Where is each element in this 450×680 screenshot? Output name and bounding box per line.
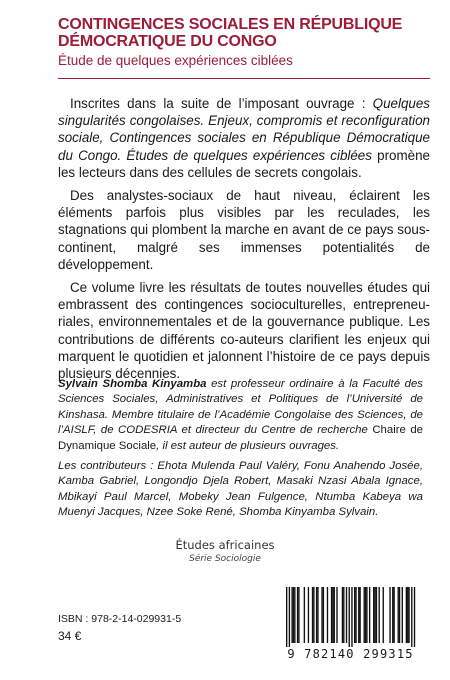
barcode-bar bbox=[402, 587, 403, 643]
barcode-bar bbox=[331, 587, 332, 643]
series-name: Série Sociologie bbox=[189, 554, 261, 564]
barcode-bar bbox=[327, 587, 328, 643]
barcode-bar bbox=[332, 587, 333, 643]
barcode-bar bbox=[355, 587, 356, 643]
barcode-bar bbox=[298, 587, 299, 643]
barcode-bar bbox=[383, 587, 384, 643]
barcode bbox=[279, 585, 422, 667]
barcode-bar bbox=[317, 587, 318, 643]
collection-info bbox=[0, 538, 450, 564]
isbn-text: ISBN : 978-2-14-029931-5 bbox=[58, 613, 182, 625]
barcode-bars bbox=[283, 587, 418, 647]
barcode-bar bbox=[294, 587, 295, 643]
barcode-bar bbox=[414, 587, 415, 647]
barcode-bar bbox=[359, 587, 360, 643]
title-divider bbox=[58, 78, 430, 79]
title-line-1: CONTINGENCES SOCIALES EN RÉPUBLIQUE bbox=[58, 16, 403, 33]
barcode-bar bbox=[343, 587, 344, 643]
author-name: Sylvain Shomba Kinyamba bbox=[58, 378, 207, 390]
barcode-bar bbox=[411, 587, 412, 647]
back-cover-blurb bbox=[58, 95, 430, 388]
barcode-bar bbox=[399, 587, 400, 643]
barcode-bar bbox=[304, 587, 305, 643]
barcode-bar bbox=[323, 587, 324, 643]
barcode-digits: 9 782140 299315 bbox=[287, 647, 414, 661]
author-bio-text: est professeur ordinaire à la Faculté des Sciences Sociales, Administratives et Politiques de l’Université de Kinshasa. Membre titulaire de l’Académie Congolaise des Sciences, de l’AISLF, de CODESRIA et directeur du Centre de recherche bbox=[58, 378, 424, 437]
blurb-p1-end: promène les lecteurs dans des cellules de secrets congolais. bbox=[58, 147, 430, 180]
barcode-bar bbox=[408, 587, 409, 643]
barcode-bar bbox=[321, 587, 322, 643]
barcode-bar bbox=[313, 587, 314, 643]
author-research-center: Chaire de Dynamique Sociale bbox=[58, 424, 423, 452]
barcode-bar bbox=[369, 587, 370, 643]
author-bio bbox=[58, 377, 423, 454]
barcode-bar bbox=[336, 587, 337, 643]
barcode-bar bbox=[364, 587, 365, 643]
contributors-list bbox=[58, 459, 423, 521]
author-section bbox=[58, 377, 423, 526]
book-title bbox=[58, 16, 438, 50]
blurb-paragraph-1 bbox=[58, 95, 430, 181]
blurb-paragraph-3: Ce volume livre les résultats de toutes nouvelles études qui embrassent des contingences socioculturelles, entrepreneuriales, environnementales et de la gouvernance publique. Les contributions de différents co-auteurs clarifient les enjeux qui marquent le quotidien et jalonnent l’histoire de ce pays depuis plusieurs décennies. bbox=[58, 280, 430, 382]
barcode-bar bbox=[291, 587, 292, 643]
barcode-bar bbox=[365, 587, 366, 643]
barcode-bar bbox=[398, 587, 399, 643]
barcode-bar bbox=[346, 587, 347, 643]
barcode-bar bbox=[366, 587, 367, 643]
barcode-bar bbox=[316, 587, 317, 643]
barcode-bar bbox=[334, 587, 335, 643]
barcode-bar bbox=[406, 587, 407, 643]
barcode-bar bbox=[392, 587, 393, 643]
barcode-bar bbox=[393, 587, 394, 643]
barcode-bar bbox=[308, 587, 309, 643]
barcode-bar bbox=[389, 587, 390, 643]
barcode-bar bbox=[351, 587, 352, 647]
collection-name: Études africaines bbox=[175, 538, 275, 552]
barcode-bar bbox=[407, 587, 408, 643]
barcode-bar bbox=[373, 587, 374, 643]
barcode-bar bbox=[358, 587, 359, 643]
barcode-bar bbox=[286, 587, 287, 647]
blurb-paragraph-2: Des analystes-sociaux de haut niveau, éclairent les éléments parfois plus visibles par les reculades, les stagnations qui plombent la marche en avant de ce pays sous-continent, malgré ses immenses potentialités de développement. bbox=[58, 188, 430, 272]
barcode-bar bbox=[374, 587, 375, 643]
barcode-bar bbox=[312, 587, 313, 643]
blurb-p1-titles: Quelques singularités congolaises. Enjeux, compromis et reconfiguration sociale, Contingences sociales en République Démocratique du Congo. Études de quelques expériences ciblées bbox=[58, 96, 430, 163]
barcode-bar bbox=[378, 587, 379, 643]
barcode-bar bbox=[342, 587, 343, 643]
price-text: 34 € bbox=[58, 629, 82, 643]
barcode-bar bbox=[289, 587, 290, 647]
barcode-bar bbox=[376, 587, 377, 643]
title-line-2: DÉMOCRATIQUE DU CONGO bbox=[58, 33, 277, 50]
barcode-bar bbox=[293, 587, 294, 643]
author-bio-end: , il est auteur de plusieurs ouvrages. bbox=[156, 439, 340, 452]
barcode-bar bbox=[354, 587, 355, 643]
barcode-bar bbox=[297, 587, 298, 643]
contributors-text: Les contributeurs : Ehota Mulenda Paul Valéry, Fonu Anahendo Josée, Kamba Gabriel, Longondjo Djela Robert, Masaki Nzasi Abala Ignace, Mbikayi Paul Marcel, Mobeky Jean Fulgence, Ntumba Kabeya wa Muenyi Jacques, Nzee Soke René, Shomba Kinyamba Sylvain. bbox=[58, 460, 423, 519]
book-subtitle: Étude de quelques expériences ciblées bbox=[58, 53, 293, 68]
blurb-p1-intro: Inscrites dans la suite de l’imposant ouvrage : bbox=[70, 96, 373, 111]
barcode-bar bbox=[349, 587, 350, 647]
